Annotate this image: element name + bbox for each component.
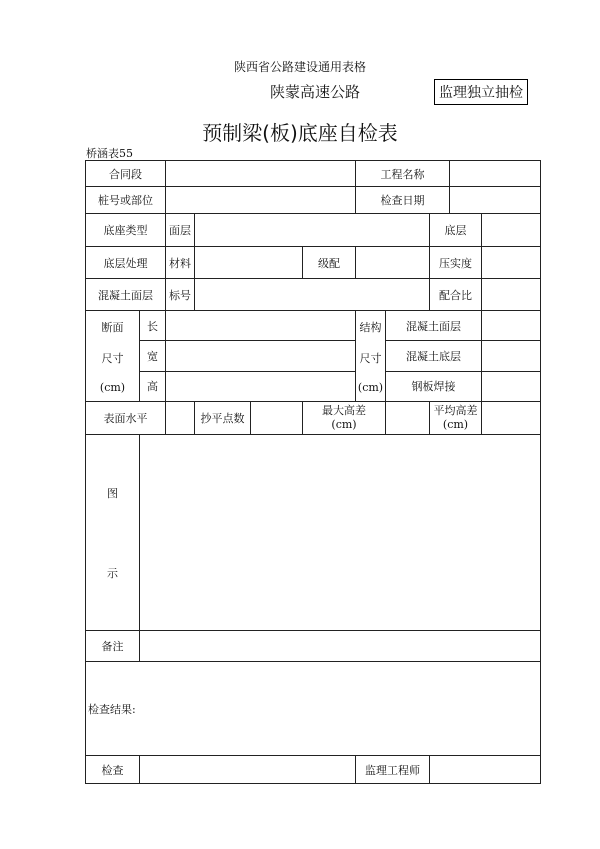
section-size-label-1: 断面 xyxy=(101,320,124,334)
max-height-diff-label-2: (cm) xyxy=(331,418,357,431)
struct-concrete-surface-label: 混凝土面层 xyxy=(386,311,482,341)
project-name-label: 工程名称 xyxy=(356,161,450,187)
concrete-surface-label: 混凝土面层 xyxy=(86,279,166,311)
leveling-points-field[interactable] xyxy=(251,402,303,435)
structure-size-cell xyxy=(356,311,386,402)
surface-level-label: 表面水平 xyxy=(86,402,166,435)
struct-concrete-surface-field[interactable] xyxy=(482,311,541,341)
material-field[interactable] xyxy=(195,247,303,279)
bottom-layer-label: 底层 xyxy=(430,214,482,247)
supervisor-label: 监理工程师 xyxy=(356,756,430,784)
width-field[interactable] xyxy=(166,341,356,371)
compaction-label: 压实度 xyxy=(430,247,482,279)
surface-layer-label: 面层 xyxy=(166,214,195,247)
gradation-label: 级配 xyxy=(303,247,356,279)
inspection-date-field[interactable] xyxy=(450,187,541,214)
height-label: 高 xyxy=(140,371,166,401)
surface-layer-field[interactable] xyxy=(195,214,430,247)
mix-ratio-label: 配合比 xyxy=(430,279,482,311)
contract-section-label: 合同段 xyxy=(86,161,166,187)
compaction-field[interactable] xyxy=(482,247,541,279)
figure-area[interactable] xyxy=(140,435,541,631)
station-position-label: 桩号或部位 xyxy=(86,187,166,214)
struct-concrete-bottom-label: 混凝土底层 xyxy=(386,341,482,371)
avg-height-diff-label-2: (cm) xyxy=(442,418,469,431)
inspection-form-table xyxy=(85,160,541,784)
steel-plate-weld-label: 钢板焊接 xyxy=(386,371,482,401)
structure-size-label-2: 尺寸 xyxy=(359,351,382,365)
struct-concrete-bottom-field[interactable] xyxy=(482,341,541,371)
inspection-result-label: 检查结果: xyxy=(88,702,136,716)
avg-height-diff-label xyxy=(430,402,482,435)
structure-size-label-3: (cm) xyxy=(357,380,384,394)
supervisor-field[interactable] xyxy=(430,756,541,784)
gradation-field[interactable] xyxy=(356,247,430,279)
inspector-label: 检查 xyxy=(86,756,140,784)
inspection-result-area[interactable] xyxy=(86,662,541,756)
max-height-diff-label-1: 最大高差 xyxy=(322,404,366,417)
project-name-field[interactable] xyxy=(450,161,541,187)
section-size-label-3: (cm) xyxy=(99,380,126,394)
road-name: 陕蒙高速公路 xyxy=(270,83,361,101)
height-field[interactable] xyxy=(166,371,356,401)
grade-field[interactable] xyxy=(195,279,430,311)
avg-height-diff-field[interactable] xyxy=(482,402,541,435)
station-position-field[interactable] xyxy=(166,187,356,214)
remarks-label: 备注 xyxy=(86,631,140,662)
figure-label-cell xyxy=(86,435,140,631)
supervision-badge: 监理独立抽检 xyxy=(434,79,528,105)
inspector-field[interactable] xyxy=(140,756,356,784)
section-size-label-2: 尺寸 xyxy=(101,351,124,365)
base-type-label: 底座类型 xyxy=(86,214,166,247)
bottom-layer-field[interactable] xyxy=(482,214,541,247)
leveling-points-label: 抄平点数 xyxy=(195,402,251,435)
figure-label-2: 示 xyxy=(107,566,118,580)
inspection-date-label: 检查日期 xyxy=(356,187,450,214)
contract-section-field[interactable] xyxy=(166,161,356,187)
form-number: 桥涵表55 xyxy=(86,147,133,160)
surface-level-field[interactable] xyxy=(166,402,195,435)
remarks-field[interactable] xyxy=(140,631,541,662)
province-form-label: 陕西省公路建设通用表格 xyxy=(233,60,366,74)
max-height-diff-field[interactable] xyxy=(386,402,430,435)
width-label: 宽 xyxy=(140,341,166,371)
figure-label-1: 图 xyxy=(107,486,118,500)
grade-label: 标号 xyxy=(166,279,195,311)
form-title: 预制梁(板)底座自检表 xyxy=(202,121,398,145)
section-size-cell xyxy=(86,311,140,402)
steel-plate-weld-field[interactable] xyxy=(482,371,541,401)
bottom-treatment-label: 底层处理 xyxy=(86,247,166,279)
max-height-diff-label xyxy=(303,402,386,435)
length-label: 长 xyxy=(140,311,166,341)
material-label: 材料 xyxy=(166,247,195,279)
structure-size-label-1: 结构 xyxy=(359,320,382,334)
length-field[interactable] xyxy=(166,311,356,341)
mix-ratio-field[interactable] xyxy=(482,279,541,311)
avg-height-diff-label-1: 平均高差 xyxy=(433,404,478,417)
